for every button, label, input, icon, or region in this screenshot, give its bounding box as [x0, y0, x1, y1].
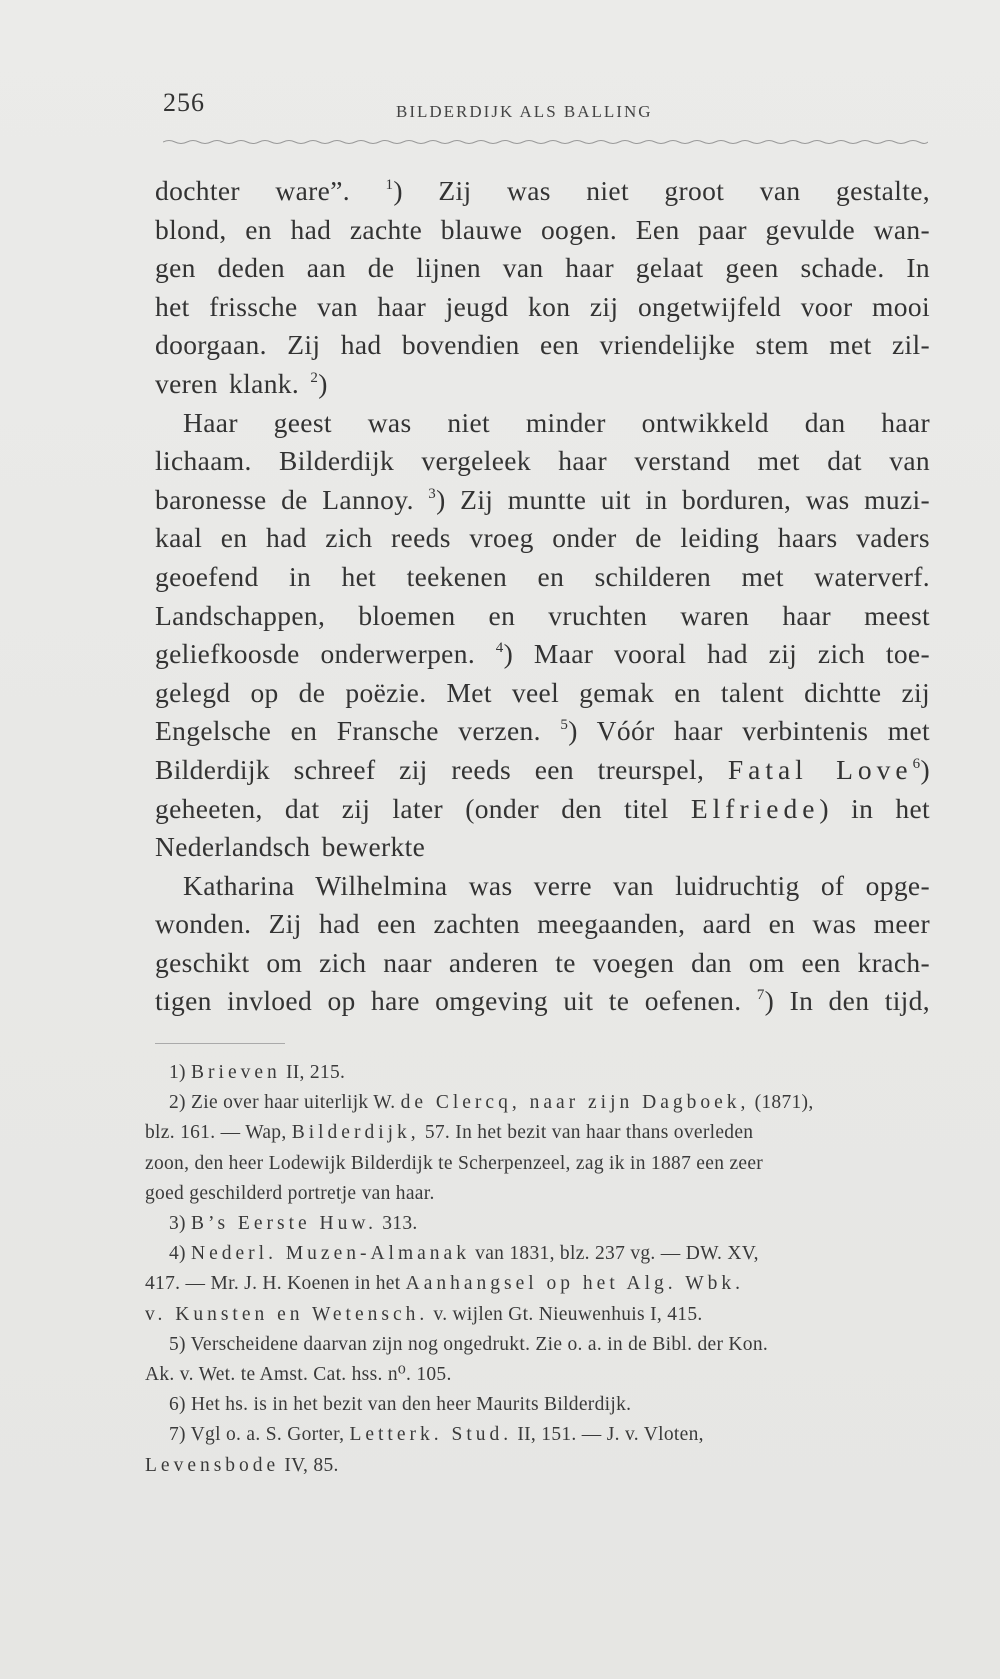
- body-line: tigen invloed op hare omgeving uit te oefenen. $^7$) In den tijd,: [155, 985, 930, 1017]
- footnote-ref: 7: [756, 987, 765, 1004]
- body-line: Katharina Wilhelmina was verre van luidruchtig of opge-: [183, 869, 930, 901]
- page-number: 256: [163, 88, 205, 117]
- footnote-2-cont: zoon, den heer Lodewijk Bilderdijk te Scherpenzeel, zag ik in 1887 een zeer: [145, 1152, 764, 1174]
- body-line: wonden. Zij had een zachten meegaanden, aard en was meer: [155, 908, 930, 940]
- footnote-ref: 2: [310, 369, 319, 386]
- footnote-1: 1) Brieven II, 215.: [169, 1062, 346, 1083]
- footnote-ref: 1: [385, 177, 394, 193]
- body-line: baronesse de Lannoy. $^3$) Zij muntte uit in borduren, was muzi-: [155, 483, 930, 515]
- body-line: Nederlandsch bewerkte: [155, 831, 426, 863]
- footnote-4-cont: 417. — Mr. J. H. Koenen in het Aanhangsel op het Alg. Wbk.: [145, 1273, 744, 1295]
- spaced-title: Elfriede: [690, 792, 820, 824]
- footnote-2: 2) Zie over haar uiterlijk W. de Clercq, naar zijn Dagboek, (1871),: [169, 1092, 814, 1114]
- footnote-ref: 5: [560, 717, 569, 734]
- body-line: blond, en had zachte blauwe oogen. Een paar gevulde wan-: [155, 213, 930, 245]
- body-line: het frissche van haar jeugd kon zij ongetwijfeld voor mooi: [155, 290, 930, 322]
- footnote-2-cont: blz. 161. — Wap, Bilderdijk, 57. In het bezit van haar thans overleden: [145, 1122, 754, 1144]
- body-line: Haar geest was niet minder ontwikkeld dan haar: [183, 406, 930, 438]
- footnote-ref: 4: [495, 640, 504, 657]
- footnote-2-cont: goed geschilderd portretje van haar.: [145, 1182, 435, 1204]
- body-line: geheeten, dat zij later (onder den titel Elfriede) in het: [155, 792, 930, 824]
- body-line: Bilderdijk schreef zij reeds een treurspel, Fatal Love$^6$): [155, 753, 930, 785]
- footnote-3: 3) B’s Eerste Huw. 313.: [169, 1213, 418, 1235]
- body-line: geoefend in het teekenen en schilderen met waterverf.: [155, 560, 930, 592]
- running-head: [163, 88, 933, 128]
- running-title: BILDERDIJK ALS BALLING: [396, 102, 653, 121]
- footnotes: [145, 1058, 930, 1481]
- body-line: geschikt om zich naar anderen te voegen dan om een krach-: [155, 946, 930, 978]
- body-line: kaal en had zich reeds vroeg onder de leiding haars vaders: [155, 522, 930, 554]
- footnote-5-cont: Ak. v. Wet. te Amst. Cat. hss. n⁰. 105.: [145, 1364, 452, 1386]
- spaced-title: Fatal Love: [727, 753, 913, 785]
- footnote-5: 5) Verscheidene daarvan zijn nog ongedrukt. Zie o. a. in de Bibl. der Kon.: [169, 1333, 769, 1355]
- body-line: doorgaan. Zij had bovendien een vriendelijke stem met zil-: [155, 329, 930, 361]
- body-line: Engelsche en Fransche verzen. $^5$) Vóór haar verbintenis met: [155, 715, 930, 747]
- footnote-4: 4) Nederl. Muzen-Almanak van 1831, blz. 237 vg. — DW. XV,: [169, 1243, 759, 1265]
- body-line: lichaam. Bilderdijk vergeleek haar verstand met dat van: [155, 445, 930, 477]
- footnote-4-cont: v. Kunsten en Wetensch. v. wijlen Gt. Nieuwenhuis I, 415.: [145, 1303, 703, 1325]
- footnote-6: 6) Het hs. is in het bezit van den heer Maurits Bilderdijk.: [169, 1394, 632, 1416]
- footnote-ref: 3: [428, 485, 437, 502]
- body-text: [155, 172, 930, 1021]
- footnote-7: 7) Vgl o. a. S. Gorter, Letterk. Stud. II, 151. — J. v. Vloten,: [169, 1424, 704, 1446]
- body-line: gelegd op de poëzie. Met veel gemak en talent dichtte zij: [155, 676, 930, 708]
- body-line: veren klank. $^2$): [155, 367, 328, 399]
- body-line: dochter ware”. $^1$) Zij was niet groot van gestalte,: [155, 175, 930, 206]
- footnote-rule: [155, 1043, 285, 1044]
- footnote-7-cont: Levensbode IV, 85.: [145, 1454, 339, 1476]
- footnote-ref: 6: [912, 755, 921, 772]
- header-rule: [163, 138, 928, 146]
- body-line: gen deden aan de lijnen van haar gelaat geen schade. In: [155, 252, 930, 284]
- body-line: Landschappen, bloemen en vruchten waren haar meest: [155, 599, 930, 631]
- body-line: geliefkoosde onderwerpen. $^4$) Maar vooral had zij zich toe-: [155, 638, 930, 670]
